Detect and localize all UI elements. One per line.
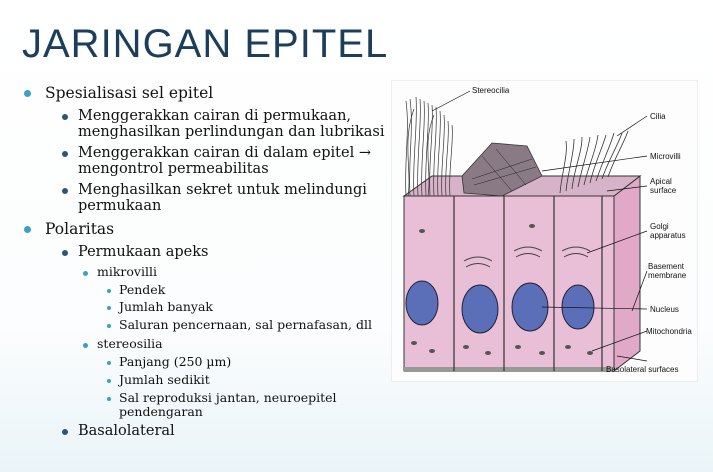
label-apical-2: surface (650, 186, 677, 195)
bullet-dot (107, 379, 111, 383)
bullet-dot (83, 343, 88, 348)
bullet-permukaan-apeks: Permukaan apeks (78, 244, 209, 260)
bullet-spesialisasi: Spesialisasi sel epitel (45, 84, 214, 102)
bullet-fluid-inside-2: mengontrol permeabilitas (78, 161, 269, 177)
bullet-dot (83, 271, 88, 276)
bullet-secret-1: Menghasilkan sekret untuk melindungi (78, 182, 367, 198)
bullet-dot (62, 188, 68, 194)
nucleus (462, 285, 498, 333)
bullet-secret-2: permukaan (78, 198, 162, 214)
bullet-fluid-surface-2: menghasilkan perlindungan dan lubrikasi (78, 124, 385, 140)
epithelium-diagram (392, 81, 697, 381)
bullet-dot (107, 361, 111, 365)
label-stereocilia: Stereocilia (472, 86, 510, 95)
label-basement-1: Basement (648, 262, 685, 271)
basement-membrane (404, 367, 614, 371)
nucleus (406, 281, 438, 325)
label-apical-1: Apical (650, 177, 672, 186)
bullet-dot (107, 324, 111, 328)
label-golgi-1: Golgi (650, 222, 669, 231)
bullet-fluid-inside-1: Menggerakkan cairan di dalam epitel → (78, 145, 371, 161)
label-microvilli: Microvilli (650, 152, 681, 161)
epithelium-figure (391, 80, 698, 382)
label-cilia: Cilia (650, 112, 666, 121)
bullet-sal-reproduksi-2: pendengaran (119, 404, 203, 419)
bullet-dot (24, 226, 31, 233)
nucleus (562, 285, 594, 329)
label-golgi-2: apparatus (650, 231, 686, 240)
bullet-dot (62, 250, 68, 256)
slide-title: JARINGAN EPITEL (22, 22, 389, 66)
bullet-dot (62, 151, 68, 157)
bullet-dot (62, 429, 68, 435)
bullet-dot (24, 90, 31, 97)
bullet-jumlah-banyak: Jumlah banyak (119, 299, 213, 314)
bullet-saluran: Saluran pencernaan, sal pernafasan, dll (119, 317, 372, 332)
bullet-pendek: Pendek (119, 282, 166, 297)
bullet-panjang: Panjang (250 µm) (119, 354, 232, 369)
bullet-mikrovilli: mikrovilli (97, 264, 157, 279)
label-basolateral: Basolateral surfaces (606, 365, 679, 374)
label-basement-2: membrane (648, 271, 687, 280)
bullet-dot (107, 397, 111, 401)
bullet-dot (107, 289, 111, 293)
bullet-dot (62, 114, 68, 120)
label-nucleus: Nucleus (650, 305, 679, 314)
bullet-fluid-surface-1: Menggerakkan cairan di permukaan, (78, 108, 352, 124)
label-mitochondria: Mitochondria (646, 327, 692, 336)
bullet-sal-reproduksi-1: Sal reproduksi jantan, neuroepitel (119, 390, 337, 405)
bullet-stereosilia: stereosilia (97, 336, 163, 351)
bullet-basalolateral: Basalolateral (78, 423, 175, 439)
bullet-polaritas: Polaritas (45, 220, 115, 238)
stereocilia (406, 97, 453, 196)
bullet-jumlah-sedikit: Jumlah sedikit (119, 372, 210, 387)
cell-layer (404, 196, 614, 371)
bullet-dot (107, 306, 111, 310)
